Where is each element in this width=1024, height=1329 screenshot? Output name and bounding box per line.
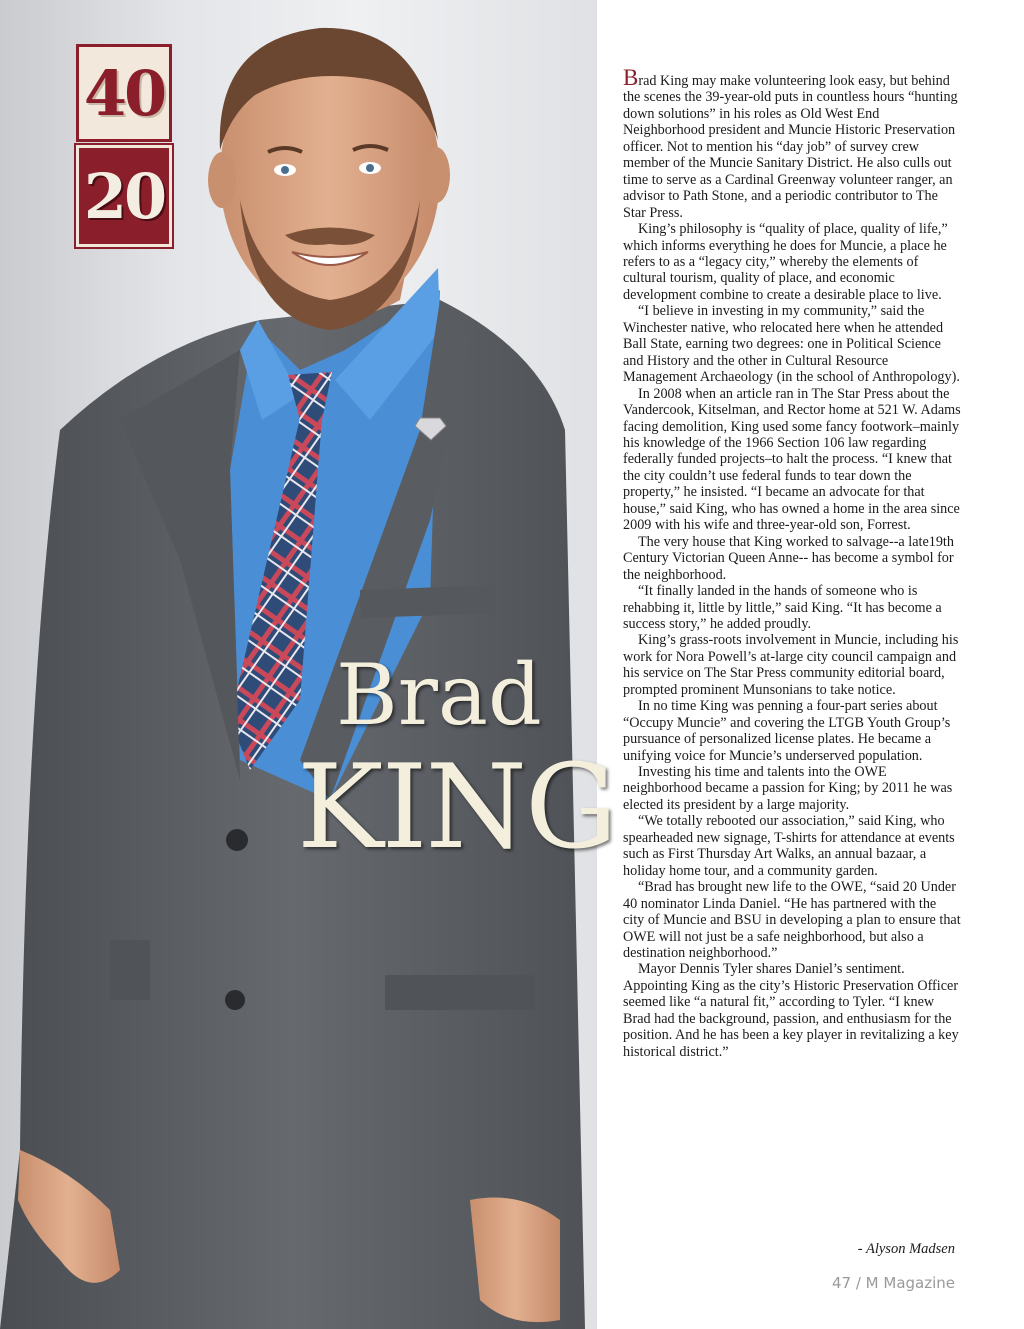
article-paragraph: “I believe in investing in my community,” said the Winchester native, who relocated here when he attended Ball State, earning two degrees: one in Political Science and History and the other in Cultural Resource Management Archaeology (in the school of Anthropology).	[623, 303, 960, 386]
article-paragraph: “It finally landed in the hands of someone who is rehabbing it, little by little,” said King. “It has become a success story,” he added proudly.	[623, 583, 942, 632]
article-paragraph: Mayor Dennis Tyler shares Daniel’s sentiment. Appointing King as the city’s Historic Preservation Officer seemed like “a natural fit,” according to Tyler. “I knew Brad had the background, passion, and enthusiasm for the position. And he has been a key player in revitalizing a key historical district.”	[623, 961, 959, 1060]
article-paragraph: Brad King may make volunteering look easy, but behind the scenes the 39-year-old puts in countless hours “hunting down solutions” in his roles as Old West End Neighborhood president and Muncie Historic Preservation officer. Not to mention his “day job” of survey crew member of the Muncie Sanitary District. He also culls out time to serve as a Cardinal Greenway volunteer ranger, an advisor to Path Stone, and a periodic contributor to The Star Press.	[623, 65, 958, 221]
article-paragraph: The very house that King worked to salvage--a late19th Century Victorian Queen Anne-- has become a symbol for the neighborhood.	[623, 533, 954, 583]
drop-cap: B	[623, 65, 639, 90]
badge-20: 20	[76, 145, 172, 247]
article-paragraph: Investing his time and talents into the OWE neighborhood became a passion for King; by 2011 he was elected its president by a large majority.	[623, 764, 953, 813]
article-paragraph: “We totally rebooted our association,” said King, who spearheaded new signage, T-shirts for attendance at events such as First Thursday Art Walks, an annual bazaar, a holiday home tour, and a community garden.	[623, 813, 955, 879]
byline: - Alyson Madsen	[857, 1241, 955, 1257]
article-paragraph: King’s philosophy is “quality of place, quality of life,” which informs everything he does for Muncie, a place he refers to as a “legacy city,” whereby the elements of cultural tourism, quality of place, and economic development combine to create a desirable place to live.	[623, 221, 948, 303]
article-paragraph: In 2008 when an article ran in The Star Press about the Vandercook, Kitselman, and Rector home at 521 W. Adams facing demolition, King used some fancy footwork–mainly his knowledge of the 1966 Section 106 law regarding federally funded projects–to halt the process. “I knew that the city couldn’t use federal funds to tear down the property,” he insisted. “I became an advocate for that house,” said King, who has owned a home in the area since 2009 with his wife and three-year-old son, Forrest.	[623, 385, 961, 534]
article-paragraph: King’s grass-roots involvement in Muncie, including his work for Nora Powell’s at-large city council campaign and his service on The Star Press community editorial board, prompted prominent Munsonians to take notice.	[623, 632, 959, 698]
article-paragraph: “Brad has brought new life to the OWE, “said 20 Under 40 nominator Linda Daniel. “He has partnered with the city of Muncie and BSU in developing a plan to ensure that OWE will not just be a safe neighborhood, but also a destination neighborhood.”	[623, 879, 961, 962]
article-body	[623, 65, 961, 1060]
page-folio: 47 / M Magazine	[831, 1274, 955, 1292]
name-first: Brad	[336, 646, 542, 744]
article-paragraph: In no time King was penning a four-part series about “Occupy Muncie” and covering the LTGB Youth Group’s pursuance of personalized license plates. He became a unifying voice for Muncie’s underserved population.	[623, 698, 951, 764]
name-last: KING	[297, 740, 616, 875]
badge-40: 40	[76, 44, 172, 142]
